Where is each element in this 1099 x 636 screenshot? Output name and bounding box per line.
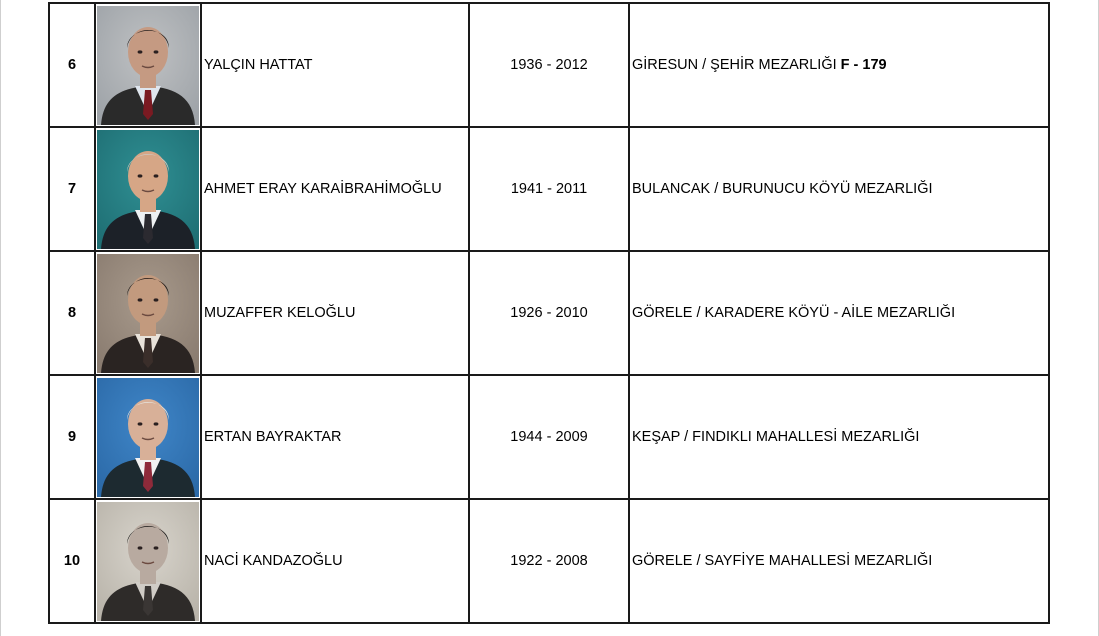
portrait-cell: [95, 127, 201, 251]
portrait-image: [97, 130, 199, 249]
person-name: YALÇIN HATTAT: [201, 3, 469, 127]
life-years: 1936 - 2012: [469, 3, 629, 127]
portrait-cell: [95, 3, 201, 127]
portrait-image: [97, 502, 199, 621]
table-row: [49, 3, 1049, 127]
portrait-cell: [95, 251, 201, 375]
life-years: 1944 - 2009: [469, 375, 629, 499]
grave-plot: F - 179: [840, 57, 887, 73]
burial-place: [629, 127, 1049, 251]
person-name: AHMET ERAY KARAİBRAHİMOĞLU: [201, 127, 469, 251]
portrait-photo: [97, 378, 199, 497]
portrait-image: [97, 254, 199, 373]
table-row: [49, 375, 1049, 499]
portrait-photo: [97, 130, 199, 249]
portrait-image: [97, 6, 199, 125]
portrait-cell: [95, 499, 201, 623]
life-years: 1926 - 2010: [469, 251, 629, 375]
burial-place-text: KEŞAP / FINDIKLI MAHALLESİ MEZARLIĞI: [632, 429, 920, 445]
row-number: 10: [49, 499, 95, 623]
burial-place: [629, 251, 1049, 375]
burial-place: [629, 499, 1049, 623]
row-number: 8: [49, 251, 95, 375]
burial-place: [629, 375, 1049, 499]
portrait-photo: [97, 6, 199, 125]
burial-place-text: BULANCAK / BURUNUCU KÖYÜ MEZARLIĞI: [632, 181, 933, 197]
portrait-cell: [95, 375, 201, 499]
memorial-table: [48, 2, 1050, 624]
burial-place-text: GİRESUN / ŞEHİR MEZARLIĞI: [632, 57, 841, 73]
person-name: ERTAN BAYRAKTAR: [201, 375, 469, 499]
person-name: NACİ KANDAZOĞLU: [201, 499, 469, 623]
portrait-image: [97, 378, 199, 497]
life-years: 1941 - 2011: [469, 127, 629, 251]
burial-place-text: GÖRELE / KARADERE KÖYÜ - AİLE MEZARLIĞI: [632, 305, 956, 321]
person-name: MUZAFFER KELOĞLU: [201, 251, 469, 375]
row-number: 7: [49, 127, 95, 251]
table-row: [49, 127, 1049, 251]
table-row: [49, 251, 1049, 375]
row-number: 6: [49, 3, 95, 127]
table-row: [49, 499, 1049, 623]
burial-place-text: GÖRELE / SAYFİYE MAHALLESİ MEZARLIĞI: [632, 553, 933, 569]
portrait-photo: [97, 254, 199, 373]
life-years: 1922 - 2008: [469, 499, 629, 623]
page-edge: [0, 0, 1, 636]
row-number: 9: [49, 375, 95, 499]
portrait-photo: [97, 502, 199, 621]
burial-place: [629, 3, 1049, 127]
